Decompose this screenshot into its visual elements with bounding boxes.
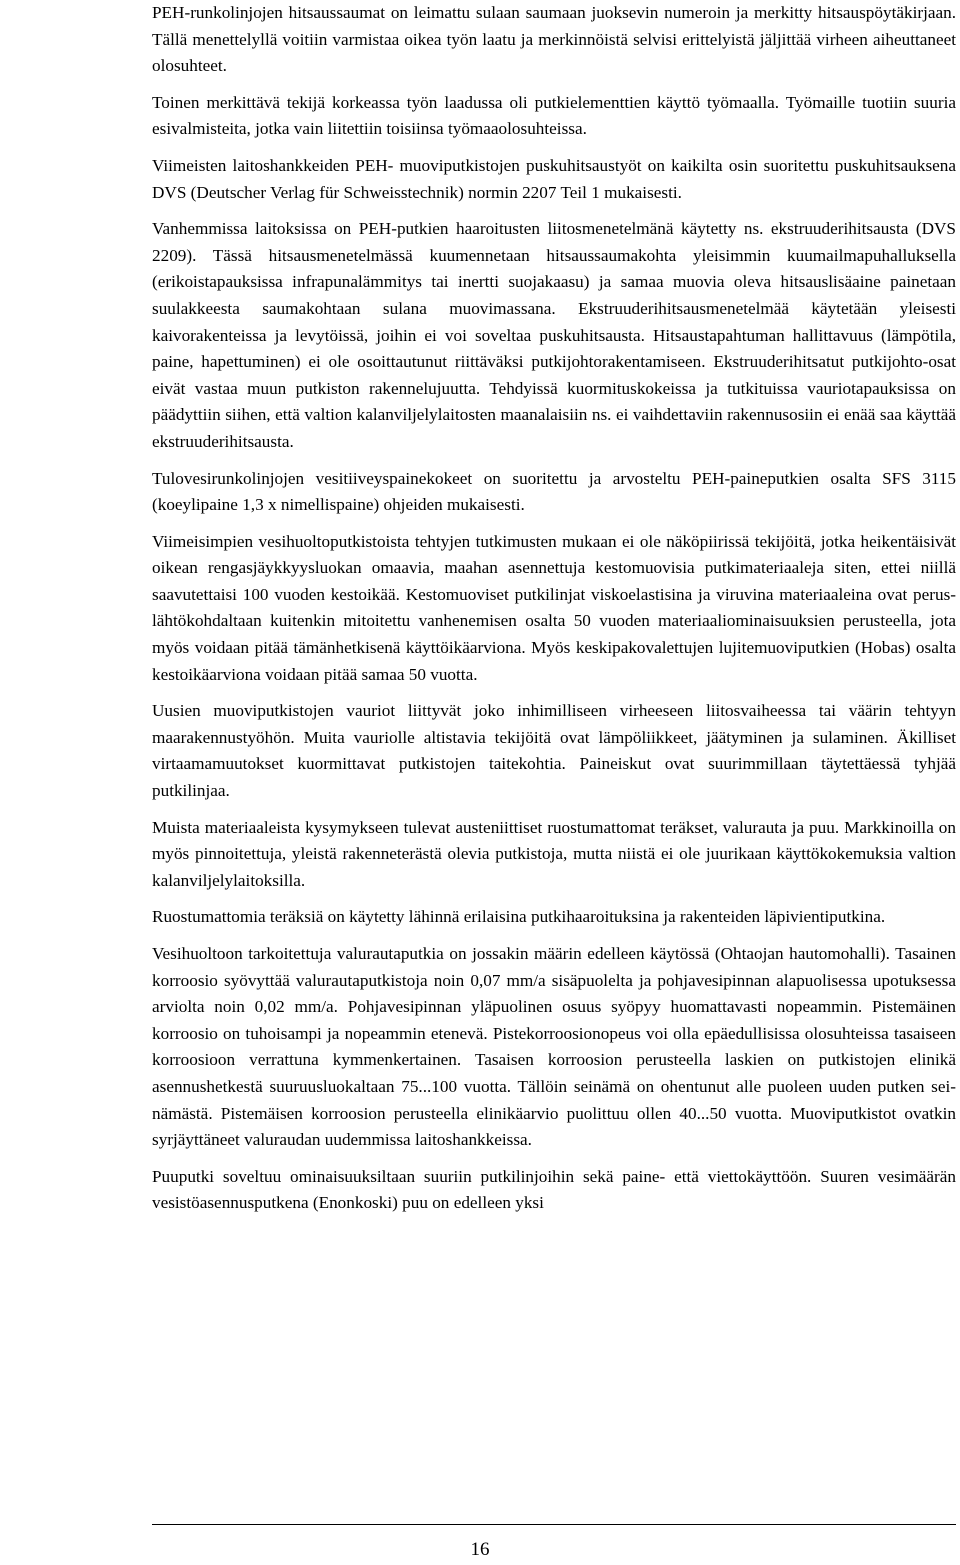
paragraph-11: Puuputki soveltuu ominaisuuksiltaan suuriin putkilinjoihin sekä paine- että viettokäyttöön. Suuren vesimäärän vesistöasennusputkena (Enonkoski) puu on edelleen yksi xyxy=(152,1166,956,1213)
paragraph-6: Viimeisimpien vesihuoltoputkistoista tehtyjen tutkimusten mukaan ei ole näköpiirissä tekijöitä, jotka heikentäisivät oikean rengasjäykkyysluokan omaavia, maahan asennettuja kestomuovisia putkimateriaaleja siten, ettei niillä saavutettaisi 100 vuoden kestoikää. Kestomuoviset putkilinjat viskoelastisina ja viruvina materiaaleina ovat peruslähtökohdaltaan kuitenkin mitoitettu vanhenemisen osalta 50 vuoden materiaaliominaisuuksien perusteella, jota myös voidaan pitää tämänhetkisenä käyttöikäarviona. Myös keskipakovalettujen lujitemuoviputkien (Hobas) osalta kestoikäarviona voidaan pitää samaa 50 vuotta. xyxy=(152,531,956,684)
paragraph-2: Toinen merkittävä tekijä korkeassa työn laadussa oli putkielementtien käyttö työmaalla. Työmaille tuotiin suuria esivalmisteita, jotka vain liitettiin toisiinsa työmaaolosuhteissa. xyxy=(152,92,956,139)
paragraph-3: Viimeisten laitoshankkeiden PEH- muoviputkistojen puskuhitsaustyöt on kaikilta osin suoritettu puskuhitsauksena DVS (Deutscher Verlag für Schweisstechnik) normin 2207 Teil 1 mukaisesti. xyxy=(152,155,956,202)
document-body xyxy=(152,0,956,1217)
paragraph-8: Muista materiaaleista kysymykseen tulevat austeniittiset ruostumattomat teräkset, valurauta ja puu. Markkinoilla on myös pinnoitettuja, yleistä rakenneterästä olevia putkistoja, mutta niistä ei ole juurikaan käyttökokemuksia valtion kalanviljelylaitoksilla. xyxy=(152,817,956,890)
page-number: 16 xyxy=(470,1539,490,1560)
paragraph-9: Ruostumattomia teräksiä on käytetty lähinnä erilaisina putkihaaroituksina ja rakenteiden läpivientiputkina. xyxy=(152,907,886,927)
footer-divider xyxy=(152,1524,956,1525)
paragraph-1: PEH-runkolinjojen hitsaussaumat on leimattu sulaan saumaan juoksevin numeroin ja merkitty hitsauspöytäkirjaan. Tällä menettelyllä voitiin varmistaa oikea työn laatu ja merkinnöistä selvisi erittelyistä jäljittää virheen aiheuttaneet olosuhteet. xyxy=(152,3,956,76)
paragraph-7: Uusien muoviputkistojen vauriot liittyvät joko inhimilliseen virheeseen liitosvaiheessa tai väärin tehtyyn maarakennustyöhön. Muita vauriolle altistavia tekijöitä ovat lämpöliikkeet, jäätyminen ja sulaminen. Äkilliset virtaamamuutokset kuormittavat putkistojen taitekohtia. Paineiskut ovat suurimmillaan täytettäessä tyhjää putkilinjaa. xyxy=(152,701,956,801)
paragraph-10: Vesihuoltoon tarkoitettuja valurautaputkia on jossakin määrin edelleen käytössä (Ohtaojan hautomohalli). Tasainen korroosio syövyttää valurautaputkistoja noin 0,07 mm/a sisäpuolelta ja pohjavesipinnan alapuolisessa upotuksessa arviolta noin 0,02 mm/a. Pohjavesipinnan yläpuolinen osuus syöpyy huomattavasti nopeammin. Pistemäinen korroosio on tuhoisampi ja nopeammin etenevä. Pistekorroosionopeus voi olla epäedullisissa olosuhteissa tasaiseen korroosioon verrattuna kymmenkertainen. Tasaisen korroosion perusteella laskien on putkistojen elinikä asennushetkestä suuruusluokaltaan 75...100 vuotta. Tällöin seinämä on ohentunut alle puoleen uuden putken seinämästä. Pistemäisen korroosion perusteella elinikäarvio puolittuu ollen 40...50 vuotta. Muoviputkistot ovatkin syrjäyttäneet valuraudan uudemmissa laitoshankkeissa. xyxy=(152,944,956,1150)
paragraph-5: Tulovesirunkolinjojen vesitiiveyspainekokeet on suoritettu ja arvosteltu PEH-paineputkien osalta SFS 3115 (koeylipaine 1,3 x nimellispaine) ohjeiden mukaisesti. xyxy=(152,468,956,515)
paragraph-4: Vanhemmissa laitoksissa on PEH-putkien haaroitusten liitosmenetelmänä käytetty ns. ekstruuderihitsausta (DVS 2209). Tässä hitsausmenetelmässä kuumennetaan hitsaussaumakohta yleisimmin kuumailmapuhalluksella (erikoistapauksissa infrapunalämmitys tai inertti suojakaasu) ja samaa muovia oleva hitsauslisäaine painetaan suulakkeesta saumakohtaan sulana muovimassana. Ekstruuderihitsausmenetelmää käytetään yleisesti kaivorakenteissa ja levytöissä, joihin ei voi soveltaa puskuhitsausta. Hitsaustapahtuman hallittavuus (lämpötila, paine, hapettuminen) ei ole osoittautunut riittäväksi putkijohtorakentamiseen. Ekstruuderihitsatut putkijohto-osat eivät vastaa muun putkiston rakennelujuutta. Tehdyissä kuormituskokeissa ja tutkituissa vauriotapauksissa on päädyttiin siihen, että valtion kalanviljelylaitosten maanalaisiin ns. ei vaihdettaviin rakennusosiin ei enää saa käyttää ekstruuderihitsausta. xyxy=(152,219,956,451)
